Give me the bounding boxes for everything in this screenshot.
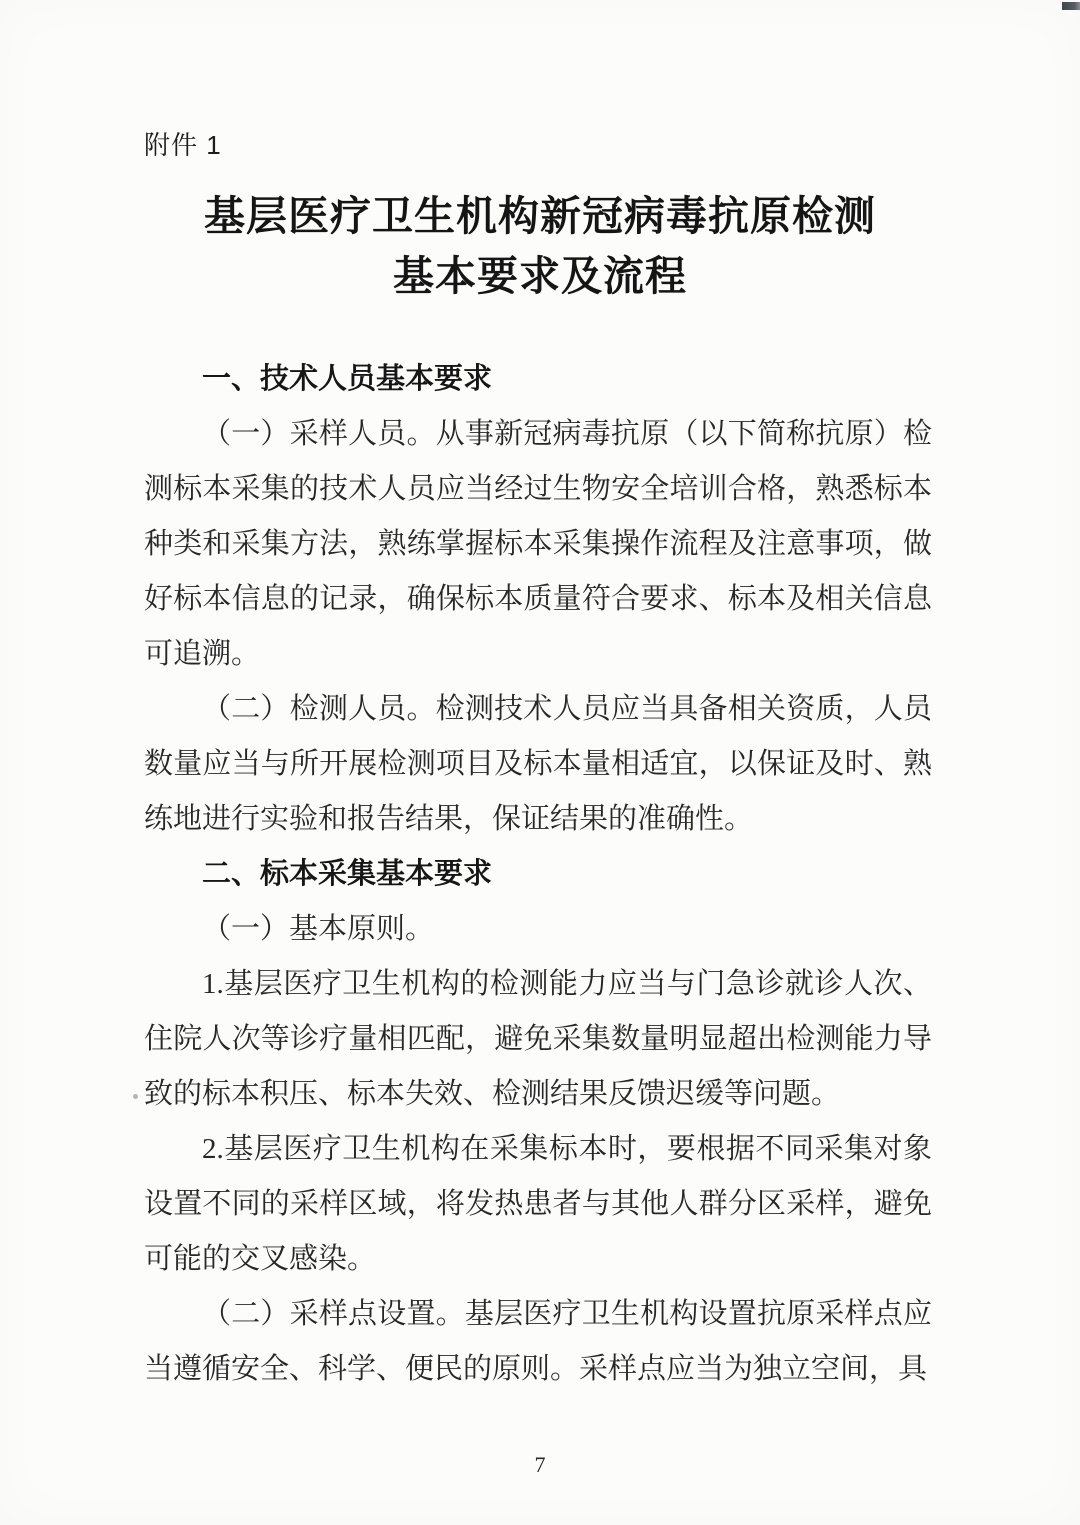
body-paragraph: （一）采样人员。从事新冠病毒抗原（以下简称抗原）检测标本采集的技术人员应当经过生物安全培训合格，熟悉标本种类和采集方法，熟练掌握标本采集操作流程及注意事项，做好标本信息的记录，确保标本质量符合要求、标本及相关信息可追溯。: [144, 418, 932, 670]
body-paragraph: （二）采样点设置。基层医疗卫生机构设置抗原采样点应当遵循安全、科学、便民的原则。采样点应当为独立空间，具: [144, 1298, 932, 1385]
title-line-2: 基本要求及流程: [393, 253, 687, 299]
section-heading: 二、标本采集基本要求: [202, 858, 493, 890]
body-paragraph: 1.基层医疗卫生机构的检测能力应当与门急诊就诊人次、住院人次等诊疗量相匹配，避免采集数量明显超出检测能力导致的标本积压、标本失效、检测结果反馈迟缓等问题。: [144, 968, 932, 1110]
body-paragraph: 2.基层医疗卫生机构在采集标本时，要根据不同采集对象设置不同的采样区域，将发热患者与其他人群分区采样，避免可能的交叉感染。: [144, 1133, 932, 1275]
scan-speck: [133, 1094, 138, 1099]
body-paragraph: （二）检测人员。检测技术人员应当具备相关资质，人员数量应当与所开展检测项目及标本量相适宜，以保证及时、熟练地进行实验和报告结果，保证结果的准确性。: [144, 693, 932, 835]
section-heading: 一、技术人员基本要求: [202, 363, 493, 395]
document-body: [144, 352, 932, 1397]
body-paragraph: （一）基本原则。: [202, 913, 435, 945]
attachment-label: 附件 1: [144, 130, 222, 160]
title-line-1: 基层医疗卫生机构新冠病毒抗原检测: [204, 193, 876, 239]
document-title: [0, 186, 1080, 306]
page-number: 7: [534, 1452, 546, 1477]
scan-artifact: [1062, 2, 1080, 10]
